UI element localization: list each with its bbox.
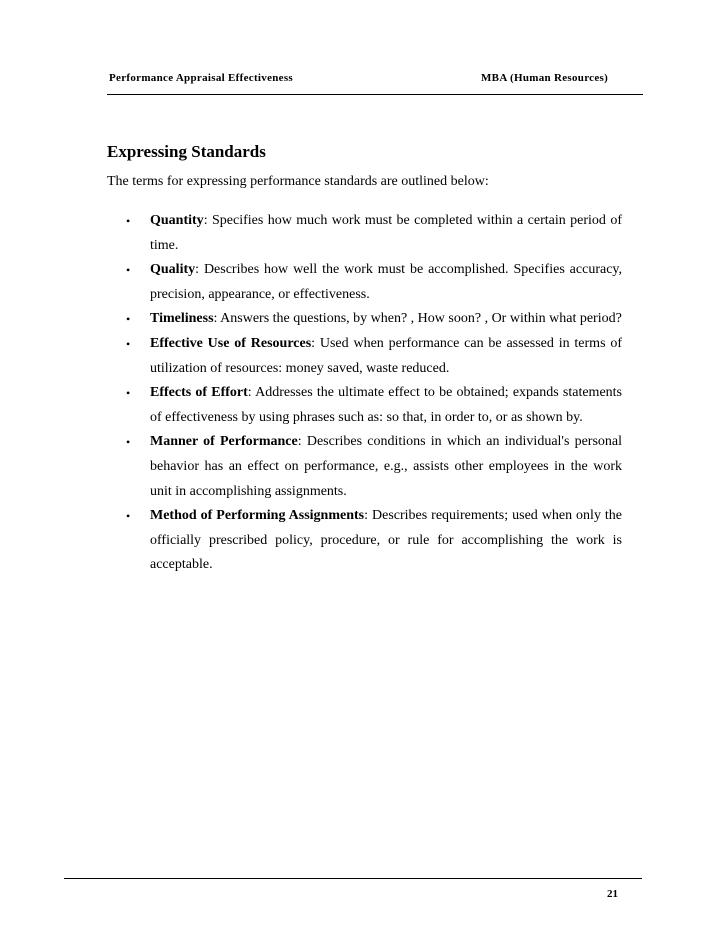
- list-item: [107, 504, 622, 578]
- term-separator: :: [247, 385, 256, 401]
- term-description: Describes how well the work must be accomplished. Specifies accuracy, precision, appearance, or effectiveness.: [150, 262, 623, 302]
- term-separator: :: [195, 262, 204, 278]
- term-label: Effective Use of Resources: [150, 335, 312, 351]
- footer-divider: [64, 878, 642, 879]
- term-description: Specifies how much work must be completed within a certain period of time.: [150, 213, 622, 253]
- term-separator: :: [311, 335, 320, 351]
- list-item: [107, 381, 622, 430]
- bullet-icon: •: [126, 336, 131, 351]
- header-divider: [107, 94, 643, 95]
- bullet-icon: •: [126, 263, 131, 278]
- term-separator: :: [364, 508, 372, 524]
- bullet-icon: •: [126, 435, 131, 450]
- term-description: Addresses the ultimate effect to be obtained; expands statements of effectiveness by using phrases such as: so that, in order to, or as shown by.: [150, 385, 622, 425]
- intro-paragraph: The terms for expressing performance standards are outlined below:: [107, 174, 489, 189]
- term-separator: :: [297, 434, 307, 450]
- term-description: Answers the questions, by when? , How soon? , Or within what period?: [220, 311, 622, 327]
- term-separator: :: [203, 213, 212, 228]
- term-label: Method of Performing Assignments: [150, 508, 365, 524]
- running-header-course: MBA (Human Resources): [481, 72, 609, 84]
- bullet-icon: •: [126, 386, 131, 401]
- term-label: Quantity: [150, 213, 204, 228]
- list-item: [107, 332, 622, 381]
- list-item: [107, 258, 622, 307]
- list-item: [107, 430, 622, 504]
- section-title: Expressing Standards: [107, 142, 266, 161]
- running-header-title: Performance Appraisal Effectiveness: [109, 72, 294, 84]
- standards-list: [107, 209, 622, 578]
- term-label: Effects of Effort: [150, 385, 248, 401]
- list-item: [107, 209, 622, 258]
- term-description: Describes conditions in which an individual's personal behavior has an effect on performance, e.g., assists other employees in the work unit in accomplishing assignments.: [150, 434, 623, 499]
- term-label: Quality: [150, 262, 196, 278]
- bullet-icon: •: [126, 214, 131, 228]
- bullet-icon: •: [126, 509, 131, 524]
- page-number: 21: [607, 888, 618, 900]
- term-description: Describes requirements; used when only the officially prescribed policy, procedure, or rule for accomplishing the work is acceptable.: [150, 508, 623, 573]
- list-item: [107, 307, 622, 332]
- term-label: Manner of Performance: [150, 434, 298, 450]
- bullet-icon: •: [126, 312, 131, 327]
- term-description: Used when performance can be assessed in terms of utilization of resources: money saved, waste reduced.: [150, 335, 623, 376]
- term-label: Timeliness: [150, 311, 214, 327]
- term-separator: :: [213, 311, 221, 327]
